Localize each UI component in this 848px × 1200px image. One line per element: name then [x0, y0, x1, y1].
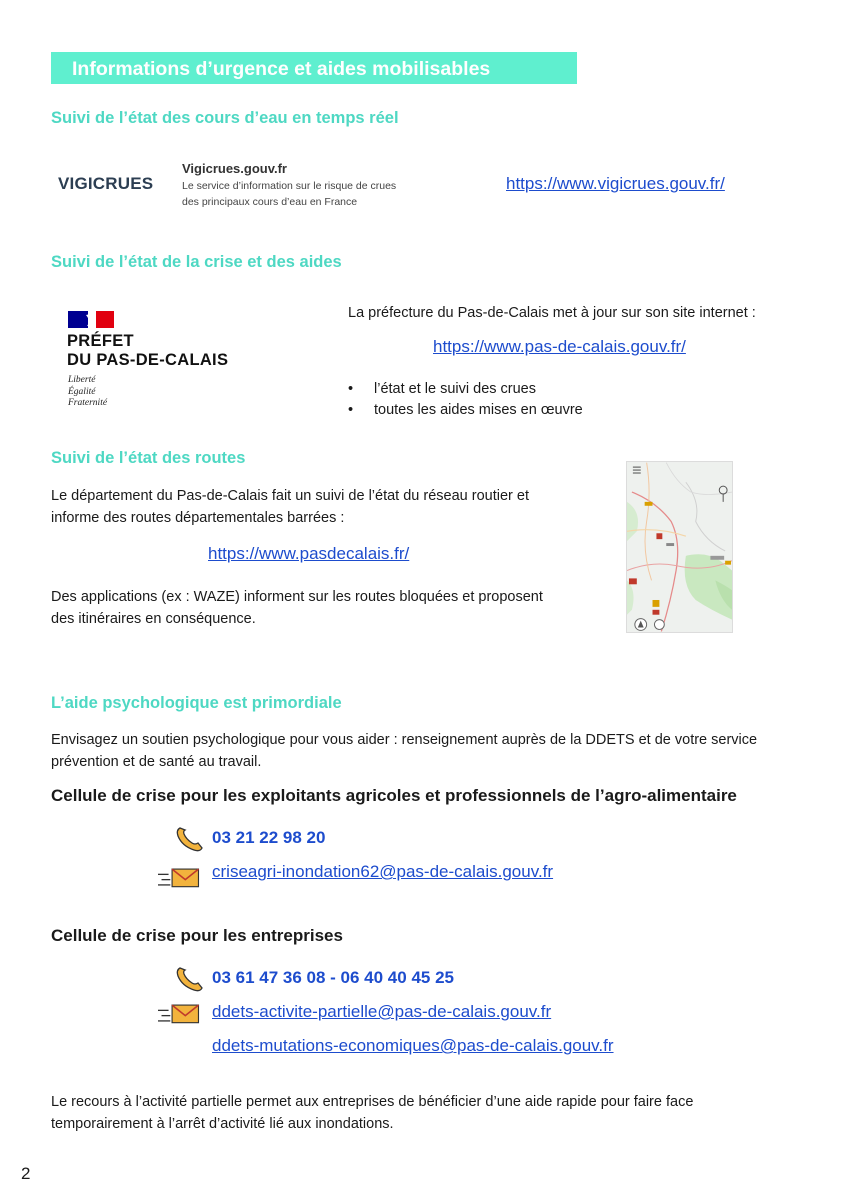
email-icon [158, 998, 202, 1028]
business-email-link-2[interactable]: ddets-mutations-economiques@pas-de-calais.gouv.fr [212, 1036, 614, 1055]
roads-text-line1: Le département du Pas-de-Calais fait un suivi de l’état du réseau routier et [51, 488, 529, 504]
vigicrues-desc-line2: des principaux cours d’eau en France [182, 196, 358, 208]
business-email-link-1[interactable]: ddets-activite-partielle@pas-de-calais.gouv.fr [212, 1002, 552, 1021]
republic-motto [68, 375, 107, 410]
phone-icon [172, 824, 216, 854]
phone-icon [172, 964, 216, 994]
agri-email-link[interactable]: criseagri-inondation62@pas-de-calais.gouv.fr [212, 862, 554, 881]
rivers-heading: Suivi de l’état des cours d’eau en temps réel [51, 109, 399, 127]
road-map-image [626, 461, 733, 633]
partial-activity-text [51, 1091, 693, 1135]
list-item: • l’état et le suivi des crues [348, 379, 583, 400]
business-phone-numbers[interactable]: 03 61 47 36 08 - 06 40 40 45 25 [212, 968, 454, 987]
apps-text-line1: Des applications (ex : WAZE) informent sur les routes bloquées et proposent [51, 589, 543, 605]
prefet-line1: PRÉFET [67, 332, 134, 350]
vigicrues-site-name: Vigicrues.gouv.fr [182, 161, 287, 176]
apps-text-line2: des itinéraires en conséquence. [51, 611, 256, 627]
email-icon [158, 862, 202, 892]
psy-text-line1: Envisagez un soutien psychologique pour vous aider : renseignement auprès de la DDETS et de votre service [51, 732, 758, 748]
psy-heading: L’aide psychologique est primordiale [51, 694, 342, 712]
list-item: • toutes les aides mises en œuvre [348, 400, 583, 421]
roads-text-line2: informe des routes départementales barrées : [51, 510, 345, 526]
prefet-line2: DU PAS-DE-CALAIS [67, 351, 229, 369]
roads-heading: Suivi de l’état des routes [51, 449, 246, 467]
vigicrues-desc-line1: Le service d’information sur le risque de crues [182, 180, 397, 192]
crisis-bullet-list [348, 379, 583, 421]
vigicrues-link[interactable]: https://www.vigicrues.gouv.fr/ [506, 174, 725, 193]
partial-activity-line2: temporairement à l’arrêt d’activité lié aux inondations. [51, 1116, 394, 1132]
prefecture-link[interactable]: https://www.pas-de-calais.gouv.fr/ [433, 337, 686, 356]
psy-text-line2: prévention et de santé au travail. [51, 754, 262, 770]
vigicrues-logo: VIGICRUES [58, 174, 154, 193]
roads-text [51, 485, 529, 529]
agri-cell-heading: Cellule de crise pour les exploitants agricoles et professionnels de l’agro-alimentaire [51, 786, 737, 805]
partial-activity-line1: Le recours à l’activité partielle permet aux entreprises de bénéficier d’une aide rapide pour faire face [51, 1094, 694, 1110]
page-number: 2 [21, 1164, 31, 1183]
apps-text [51, 586, 543, 630]
french-flag-icon [68, 311, 114, 328]
vigicrues-description [182, 178, 432, 210]
business-cell-heading: Cellule de crise pour les entreprises [51, 926, 343, 945]
prefecture-intro: La préfecture du Pas-de-Calais met à jour sur son site internet : [348, 305, 756, 321]
page-title: Informations d’urgence et aides mobilisables [72, 58, 491, 80]
agri-phone-number[interactable]: 03 21 22 98 20 [212, 828, 326, 847]
motto-liberte: Liberté [68, 375, 96, 385]
department-link[interactable]: https://www.pasdecalais.fr/ [208, 544, 410, 563]
psy-text [51, 729, 757, 773]
motto-egalite: Égalité [68, 386, 96, 397]
crisis-heading: Suivi de l’état de la crise et des aides [51, 253, 342, 271]
motto-fraternite: Fraternité [68, 398, 108, 408]
